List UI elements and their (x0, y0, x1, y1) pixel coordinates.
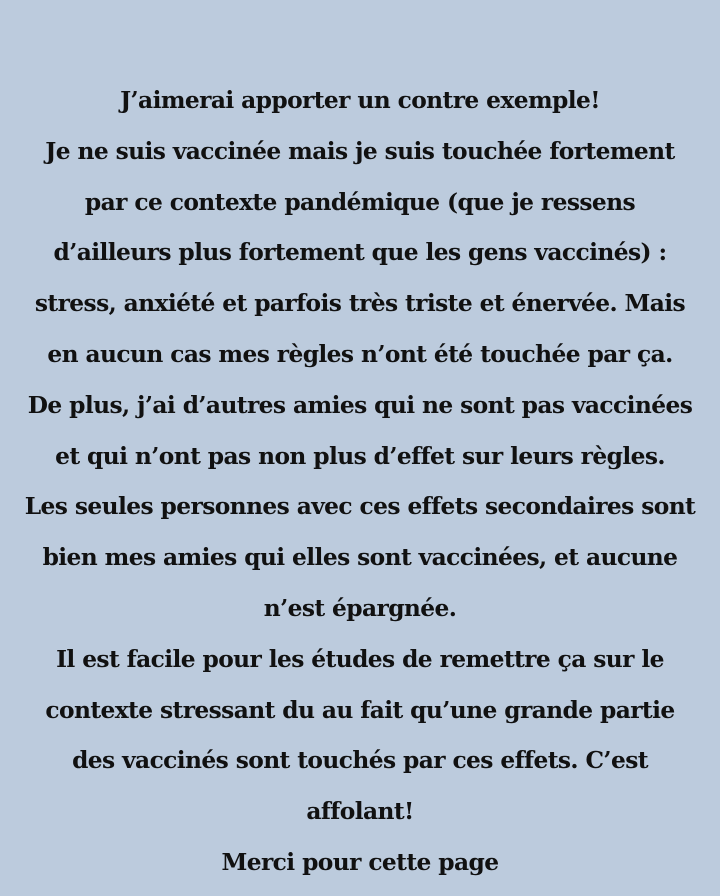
text-line: Il est facile pour les études de remettre ça sur le (56, 644, 664, 673)
text-line: par ce contexte pandémique (que je ressens (84, 187, 636, 216)
text-line: contexte stressant du au fait qu’une grande partie (45, 695, 675, 724)
text-line: bien mes amies qui elles sont vaccinées, et aucune (42, 543, 678, 572)
text-line: et qui n’ont pas non plus d’effet sur leurs règles. (55, 441, 665, 470)
text-line: d’ailleurs plus fortement que les gens vaccinés) : (53, 238, 667, 267)
text-line: affolant! (306, 797, 414, 826)
text-line: Les seules personnes avec ces effets secondaires sont (24, 492, 696, 521)
text-line: Je ne suis vaccinée mais je suis touchée fortement (45, 136, 675, 165)
text-line: De plus, j’ai d’autres amies qui ne sont pas vaccinées (27, 390, 693, 419)
text-line: en aucun cas mes règles n’ont été touchée par ça. (47, 339, 673, 368)
text-line: stress, anxiété et parfois très triste et énervée. Mais (34, 289, 686, 318)
text-line: J’aimerai apporter un contre exemple! (120, 86, 600, 114)
text-line: Merci pour cette page (221, 847, 499, 876)
text-line: des vaccinés sont touchés par ces effets. C’est (72, 746, 648, 775)
comment-text-block (0, 75, 720, 888)
text-line: n’est épargnée. (263, 593, 457, 622)
